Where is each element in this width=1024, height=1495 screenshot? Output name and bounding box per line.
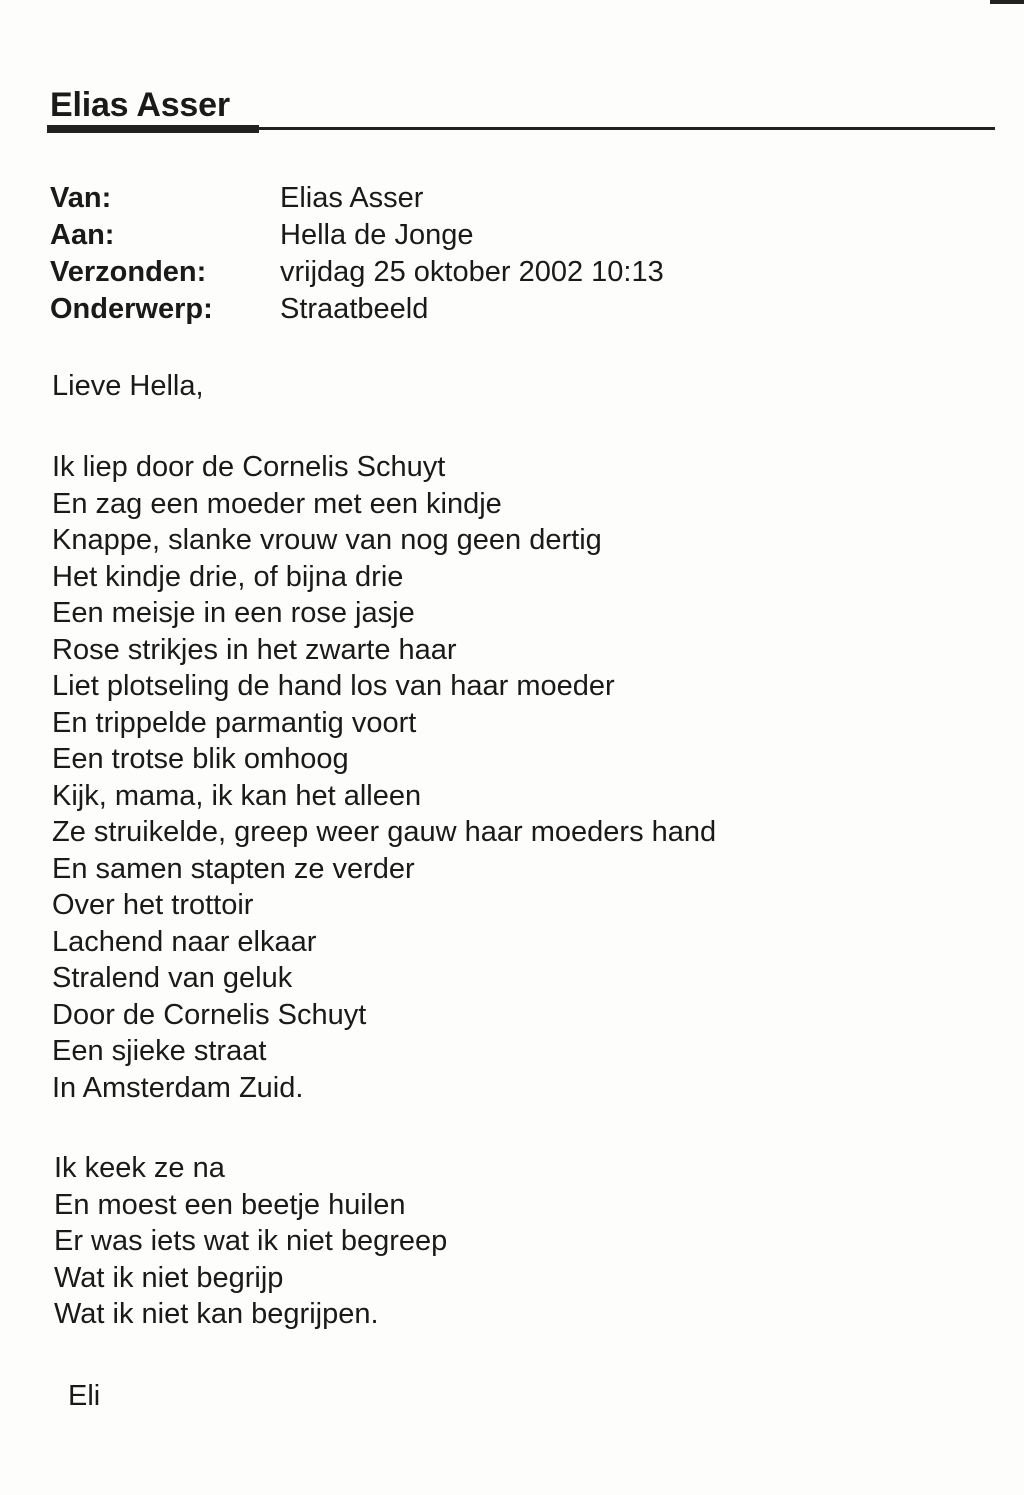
verse-line: In Amsterdam Zuid.: [52, 1071, 304, 1104]
signature: Eli: [68, 1380, 101, 1412]
poem-stanza-2: [54, 1150, 447, 1333]
to-label: Aan:: [50, 219, 115, 251]
header-row-sent: [50, 254, 664, 291]
verse-line: Liet plotseling de hand los van haar moeder: [52, 670, 615, 702]
verse-line: Er was iets wat ik niet begreep: [54, 1225, 448, 1257]
verse-line: Over het trottoir: [52, 889, 254, 921]
verse-line: Stralend van geluk: [52, 962, 293, 994]
poem-stanza-1: [52, 449, 716, 1106]
verse-line: Lachend naar elkaar: [52, 925, 317, 958]
verse-line: En moest een beetje huilen: [54, 1188, 406, 1221]
verse-line: Door de Cornelis Schuyt: [52, 998, 367, 1031]
verse-line: Ik keek ze na: [54, 1152, 225, 1184]
verse-line: Kijk, mama, ik kan het alleen: [52, 779, 422, 812]
from-label: Van:: [50, 182, 112, 214]
corner-mark: [990, 0, 1024, 4]
sent-value: vrijdag 25 oktober 2002 10:13: [280, 256, 664, 288]
to-value: Hella de Jonge: [280, 219, 474, 251]
verse-line: Een sjieke straat: [52, 1035, 267, 1067]
header-row-from: [50, 180, 664, 217]
verse-line: Rose strikjes in het zwarte haar: [52, 633, 457, 666]
verse-line: Het kindje drie, of bijna drie: [52, 560, 404, 593]
verse-line: Ik liep door de Cornelis Schuyt: [52, 451, 446, 483]
sent-label: Verzonden:: [50, 256, 207, 288]
letter-body: [52, 368, 717, 1412]
verse-line: En samen stapten ze verder: [52, 852, 415, 885]
verse-line: Wat ik niet kan begrijpen.: [54, 1298, 379, 1330]
email-header-fields: [50, 180, 664, 328]
verse-line: En trippelde parmantig voort: [52, 706, 417, 739]
verse-line: En zag een moeder met een kindje: [52, 487, 502, 520]
from-value: Elias Asser: [280, 182, 424, 214]
greeting: Lieve Hella,: [52, 370, 204, 402]
sender-heading: Elias Asser: [50, 86, 230, 124]
header-row-to: [50, 217, 664, 254]
verse-line: Knappe, slanke vrouw van nog geen dertig: [52, 524, 602, 556]
heading-rule-accent: [47, 125, 259, 133]
verse-line: Ze struikelde, greep weer gauw haar moeders hand: [52, 816, 717, 848]
verse-line: Een meisje in een rose jasje: [52, 597, 415, 629]
header-row-subject: [50, 291, 664, 328]
verse-line: Wat ik niet begrijp: [54, 1261, 284, 1294]
subject-value: Straatbeeld: [280, 293, 429, 325]
verse-line: Een trotse blik omhoog: [52, 743, 349, 775]
subject-label: Onderwerp:: [50, 293, 213, 325]
